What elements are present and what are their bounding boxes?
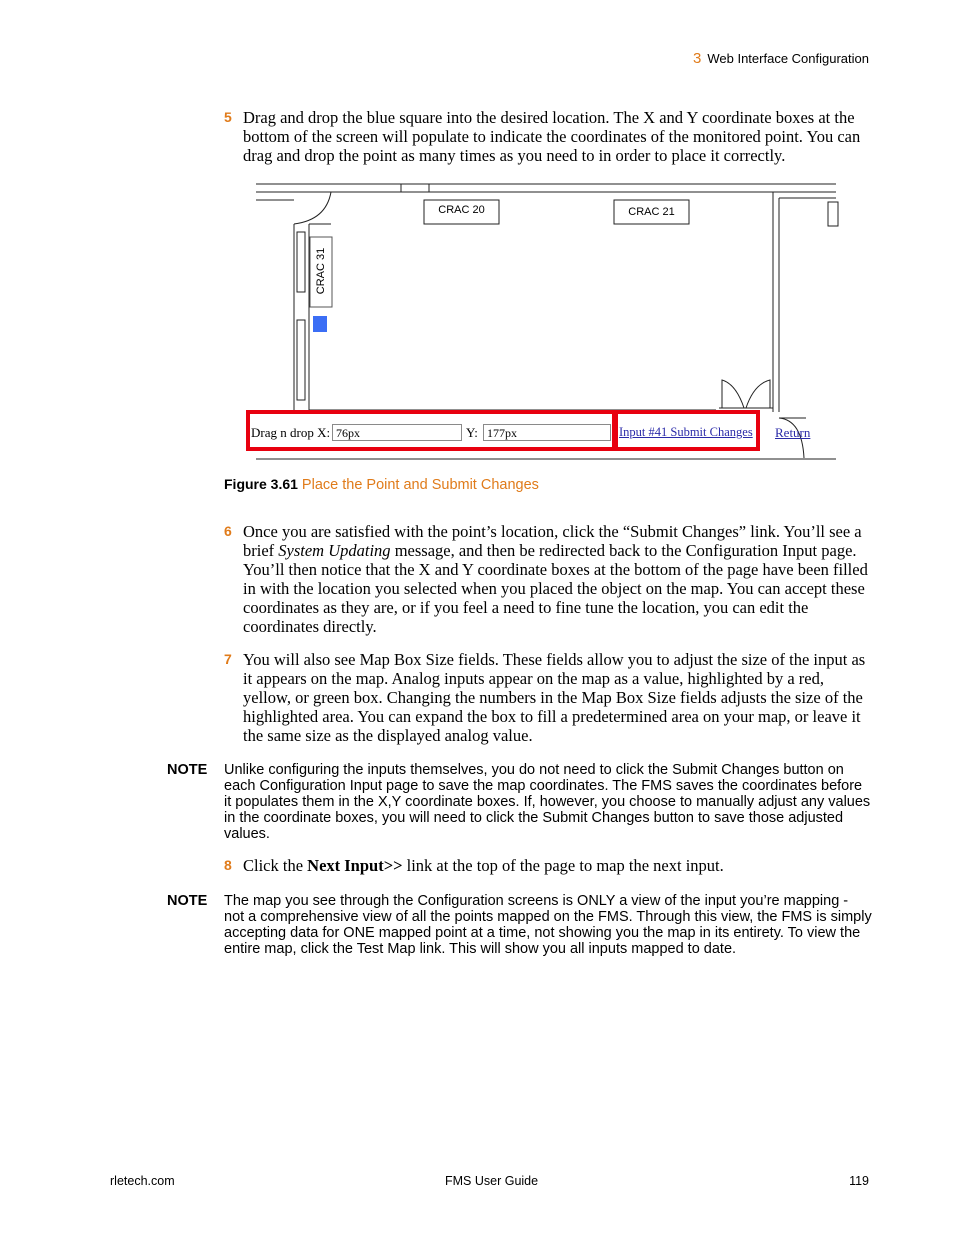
note-1 [167, 762, 872, 842]
page-header [693, 50, 869, 67]
chapter-number: 3 [693, 50, 702, 67]
draggable-point-square[interactable] [313, 316, 327, 332]
step-text-part: Click the [243, 856, 308, 875]
note-label: NOTE [167, 762, 208, 778]
note-text: The map you see through the Configuration screens is ONLY a view of the input you’re mapping - not a comprehensive view of all the points mapped on the FMS. Through this view, the FMS is simply accepting data for ONE mapped point at a time, not showing you the map in its entirety. To view the entire map, click the Test Map link. This will show you all inputs mapped to date. [224, 893, 872, 957]
step-7 [224, 650, 874, 745]
note-label: NOTE [167, 893, 208, 909]
step-5 [224, 108, 874, 165]
map-screenshot-figure [246, 180, 842, 463]
drag-drop-x-label: Drag n drop X: [251, 425, 331, 440]
crac-21-label: CRAC 21 [628, 206, 675, 218]
figure-caption [224, 476, 539, 493]
x-coordinate-input[interactable]: 76px [332, 424, 462, 441]
step-number: 8 [224, 857, 232, 873]
step-8 [224, 856, 874, 875]
step-text [243, 856, 874, 875]
figure-number: Figure 3.61 [224, 476, 298, 492]
step-text-part: Once you are satisfied with the point’s location, click the “Submit Changes” link. You’ll see a brief [243, 522, 862, 560]
step-text-part: link at the top of the page to map the next input. [402, 856, 724, 875]
system-updating-term: System Updating [278, 541, 391, 560]
floor-plan-drawing [246, 180, 842, 463]
step-text-part: message, and then be redirected back to the Configuration Input page. You’ll then notice that the X and Y coordinate boxes at the bottom of the page have been filled in with the location you selected when you placed the object on the map. You can accept these coordinates as they are, or if you feel a need to fine tune the location, you can edit the coordinates directly. [243, 541, 868, 636]
step-number: 6 [224, 523, 232, 539]
figure-title: Place the Point and Submit Changes [301, 477, 539, 493]
next-input-term: Next Input>> [307, 856, 403, 875]
note-text: Unlike configuring the inputs themselves, you do not need to click the Submit Changes button on each Configuration Input page to save the map coordinates. The FMS saves the coordinates before it populates them in the X,Y coordinate boxes. If, however, you choose to manually adjust any values in the coordinate boxes, you will need to click the Submit Changes button to save those adjusted values. [224, 762, 871, 842]
step-6 [224, 522, 874, 636]
step-number: 5 [224, 109, 232, 125]
step-text: You will also see Map Box Size fields. These fields allow you to adjust the size of the input as it appears on the map. Analog inputs appear on the map as a value, highlighted by a red, yellow, or green box. Changing the numbers in the Map Box Size fields adjusts the size of the highlighted area. You can expand the box to fill a predetermined area on your map, or leave it the same size as the displayed analog value. [243, 650, 866, 745]
submit-changes-link[interactable]: Input #41 Submit Changes [619, 425, 753, 439]
chapter-title: Web Interface Configuration [707, 51, 869, 66]
footer-website: rletech.com [110, 1174, 175, 1188]
step-text: Drag and drop the blue square into the desired location. The X and Y coordinate boxes at the bottom of the screen will populate to indicate the coordinates of the monitored point. You can drag and drop the point as many times as you need to in order to place it correctly. [243, 108, 861, 165]
y-coordinate-input[interactable]: 177px [483, 424, 611, 441]
step-number: 7 [224, 651, 232, 667]
y-coordinate-label: Y: [466, 425, 478, 440]
crac-31-label: CRAC 31 [315, 247, 327, 295]
crac-20-label: CRAC 20 [438, 204, 485, 216]
footer-guide-title: FMS User Guide [445, 1174, 539, 1188]
step-text [243, 522, 874, 636]
note-2 [167, 893, 872, 957]
return-link[interactable]: Return [775, 425, 811, 440]
page-number: 119 [849, 1174, 869, 1188]
